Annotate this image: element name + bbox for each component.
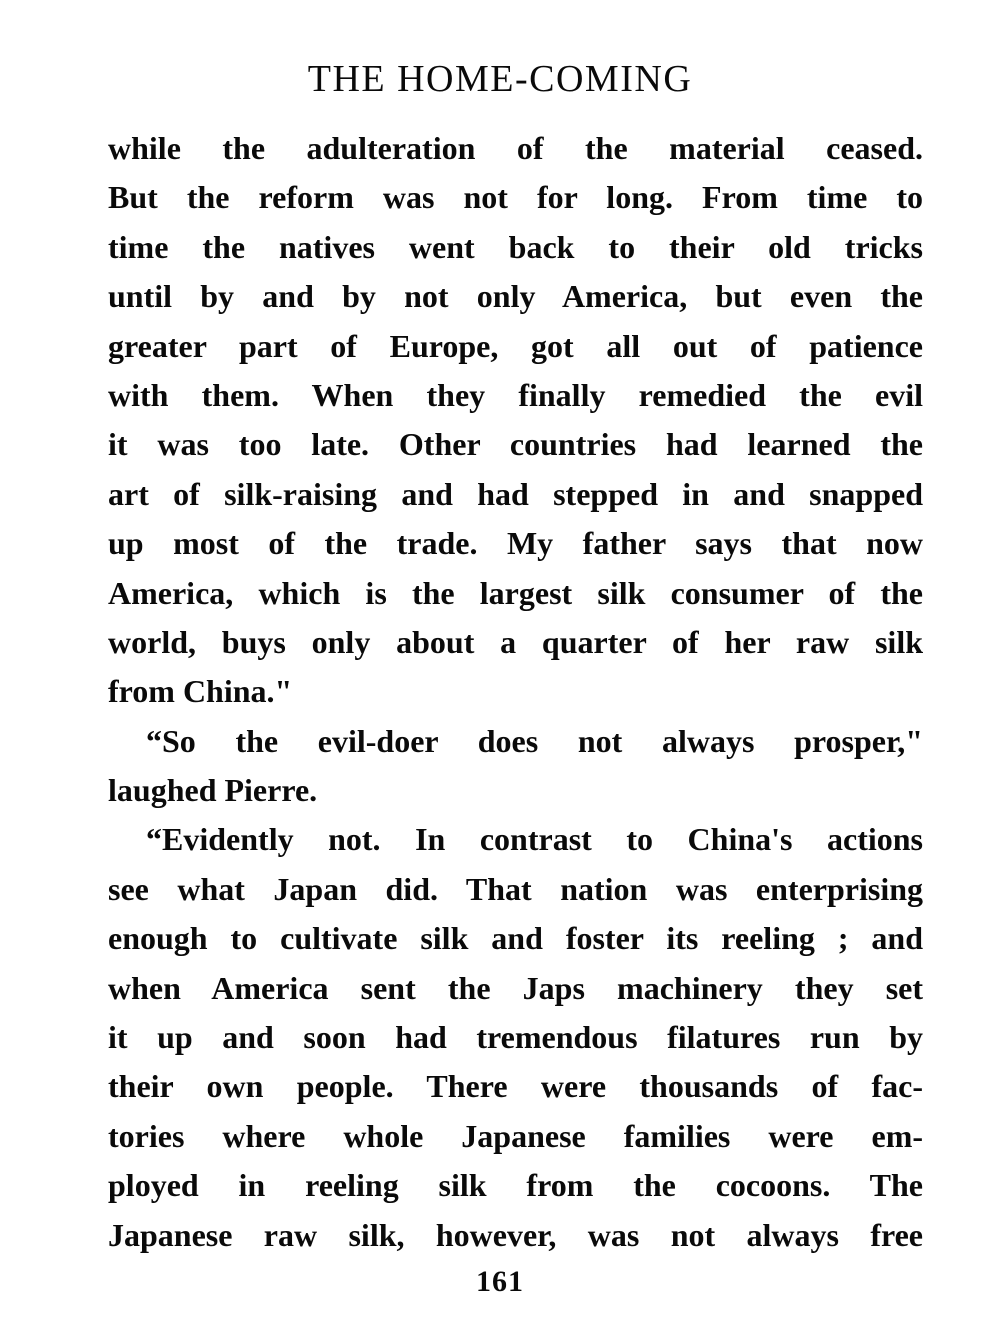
text-line: ployed in reeling silk from the cocoons. The bbox=[108, 1167, 923, 1204]
text-line: art of silk-raising and had stepped in and snapped bbox=[108, 475, 923, 512]
text-line: world, buys only about a quarter of her raw silk bbox=[108, 623, 923, 660]
text-line: “Evidently not. In contrast to China's actions bbox=[146, 821, 923, 858]
text-line: greater part of Europe, got all out of patience bbox=[108, 327, 923, 364]
text-line: it was too late. Other countries had learned the bbox=[108, 426, 923, 463]
text-line: it up and soon had tremendous filatures run by bbox=[108, 1019, 923, 1056]
text-line: with them. When they finally remedied the evil bbox=[108, 376, 923, 413]
text-line: But the reform was not for long. From time to bbox=[108, 179, 923, 216]
text-line: until by and by not only America, but even the bbox=[108, 278, 923, 315]
text-line: enough to cultivate silk and foster its reeling ; and bbox=[108, 920, 923, 957]
text-line: laughed Pierre. bbox=[108, 772, 318, 809]
page-number: 161 bbox=[476, 1265, 524, 1298]
text-line: time the natives went back to their old tricks bbox=[108, 228, 923, 265]
running-title: THE HOME-COMING bbox=[307, 58, 693, 100]
text-line: “So the evil-doer does not always prosper," bbox=[146, 722, 923, 759]
text-line: their own people. There were thousands of fac- bbox=[108, 1068, 923, 1105]
text-line: see what Japan did. That nation was enterprising bbox=[108, 870, 923, 907]
text-line: while the adulteration of the material ceased. bbox=[108, 130, 923, 166]
text-line: up most of the trade. My father says that now bbox=[108, 525, 923, 562]
text-line: America, which is the largest silk consumer of the bbox=[108, 574, 923, 611]
text-line: when America sent the Japs machinery they set bbox=[108, 969, 923, 1006]
body-text bbox=[108, 124, 923, 1260]
text-line: Japanese raw silk, however, was not always free bbox=[108, 1216, 923, 1253]
text-line: from China." bbox=[108, 673, 293, 710]
text-line: tories where whole Japanese families were em- bbox=[108, 1117, 923, 1154]
